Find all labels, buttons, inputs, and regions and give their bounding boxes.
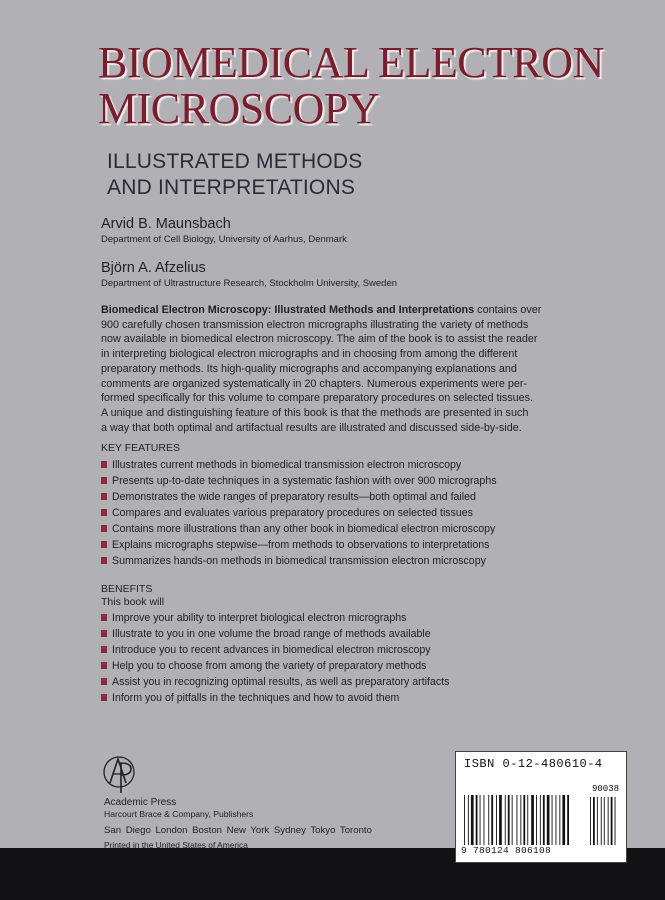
list-item: Compares and evaluates various preparatory procedures on selected tissues — [101, 505, 621, 521]
key-features-list — [101, 457, 621, 569]
book-description — [101, 303, 613, 435]
author-name: Björn A. Afzelius — [101, 260, 206, 276]
list-item: Illustrates current methods in biomedical transmission electron microscopy — [101, 457, 621, 473]
author-affiliation: Department of Cell Biology, University of Aarhus, Denmark — [101, 234, 347, 245]
author-1 — [101, 216, 621, 246]
description-line: Biomedical Electron Microscopy: Illustrated Methods and Interpretations contains over — [101, 304, 542, 316]
square-bullet-icon — [101, 525, 107, 532]
list-item: Explains micrographs stepwise—from methods to observations to interpretations — [101, 537, 621, 553]
author-name: Arvid B. Maunsbach — [101, 216, 231, 232]
square-bullet-icon — [101, 461, 107, 468]
square-bullet-icon — [101, 541, 107, 548]
square-bullet-icon — [101, 477, 107, 484]
description-line: 900 carefully chosen transmission electron micrographs illustrating the variety of methods — [101, 318, 529, 331]
list-item: Presents up-to-date techniques in a systematic fashion with over 900 micrographs — [101, 473, 621, 489]
isbn-number: ISBN 0-12-480610-4 — [464, 757, 603, 771]
benefits-list — [101, 610, 621, 706]
publisher-info — [104, 797, 424, 851]
publisher-line: Harcourt Brace & Company, Publishers — [104, 809, 254, 819]
description-line: preparatory methods. Its high-quality micrographs and accompanying explanations and — [101, 362, 517, 375]
list-item: Inform you of pitfalls in the techniques and how to avoid them — [101, 690, 621, 706]
square-bullet-icon — [101, 662, 107, 669]
book-subtitle — [107, 149, 607, 201]
benefits-intro: This book will — [101, 596, 165, 608]
description-lead: Biomedical Electron Microscopy: Illustrated Methods and Interpretations — [101, 304, 475, 316]
list-item: Help you to choose from among the variety of preparatory methods — [101, 658, 621, 674]
publisher-cities: San Diego London Boston New York Sydney Tokyo Toronto — [104, 825, 372, 836]
book-title-line-1: BIOMEDICAL ELECTRON — [98, 38, 604, 87]
square-bullet-icon — [101, 694, 107, 701]
academic-press-logo-icon — [101, 755, 137, 795]
list-item: Demonstrates the wide ranges of preparatory results—both optimal and failed — [101, 489, 621, 505]
barcode-digits: 9 780124 806108 — [461, 845, 552, 856]
author-2 — [101, 260, 621, 290]
square-bullet-icon — [101, 646, 107, 653]
list-item: Contains more illustrations than any other book in biomedical electron microscopy — [101, 521, 621, 537]
list-item: Assist you in recognizing optimal results, as well as preparatory artifacts — [101, 674, 621, 690]
book-subtitle-line-1: ILLUSTRATED METHODS — [107, 150, 363, 173]
key-features-heading: KEY FEATURES — [101, 442, 180, 454]
publisher-name: Academic Press — [104, 797, 177, 808]
printed-in: Printed in the United States of America — [104, 840, 248, 850]
square-bullet-icon — [101, 509, 107, 516]
isbn-barcode-label — [455, 751, 627, 863]
price-code: 90038 — [592, 784, 620, 794]
book-title-line-2: MICROSCOPY — [98, 84, 380, 133]
description-line: A unique and distinguishing feature of this book is that the methods are presented in such — [101, 406, 529, 419]
list-item: Introduce you to recent advances in biomedical electron microscopy — [101, 642, 621, 658]
description-line: now available in biomedical electron microscopy. The aim of the book is to assist the reader — [101, 333, 538, 346]
description-line: a way that both optimal and artifactual results are illustrated and discussed side-by-side. — [101, 421, 522, 434]
square-bullet-icon — [101, 630, 107, 637]
description-line: in interpreting biological electron micrographs and in choosing from among the different — [101, 348, 518, 361]
list-item: Improve your ability to interpret biological electron micrographs — [101, 610, 621, 626]
description-line: comments are organized systematically in 20 chapters. Numerous experiments were per- — [101, 377, 528, 390]
barcode-icon — [462, 777, 620, 847]
book-subtitle-line-2: AND INTERPRETATIONS — [107, 176, 356, 199]
description-line: formed specifically for this volume to compare preparatory procedures on selected tissues. — [101, 392, 534, 405]
list-item: Summarizes hands-on methods in biomedical transmission electron microscopy — [101, 553, 621, 569]
square-bullet-icon — [101, 493, 107, 500]
author-affiliation: Department of Ultrastructure Research, Stockholm University, Sweden — [101, 278, 398, 289]
square-bullet-icon — [101, 614, 107, 621]
list-item: Illustrate to you in one volume the broad range of methods available — [101, 626, 621, 642]
square-bullet-icon — [101, 678, 107, 685]
benefits-heading: BENEFITS — [101, 583, 153, 595]
square-bullet-icon — [101, 557, 107, 564]
book-title — [98, 40, 658, 132]
